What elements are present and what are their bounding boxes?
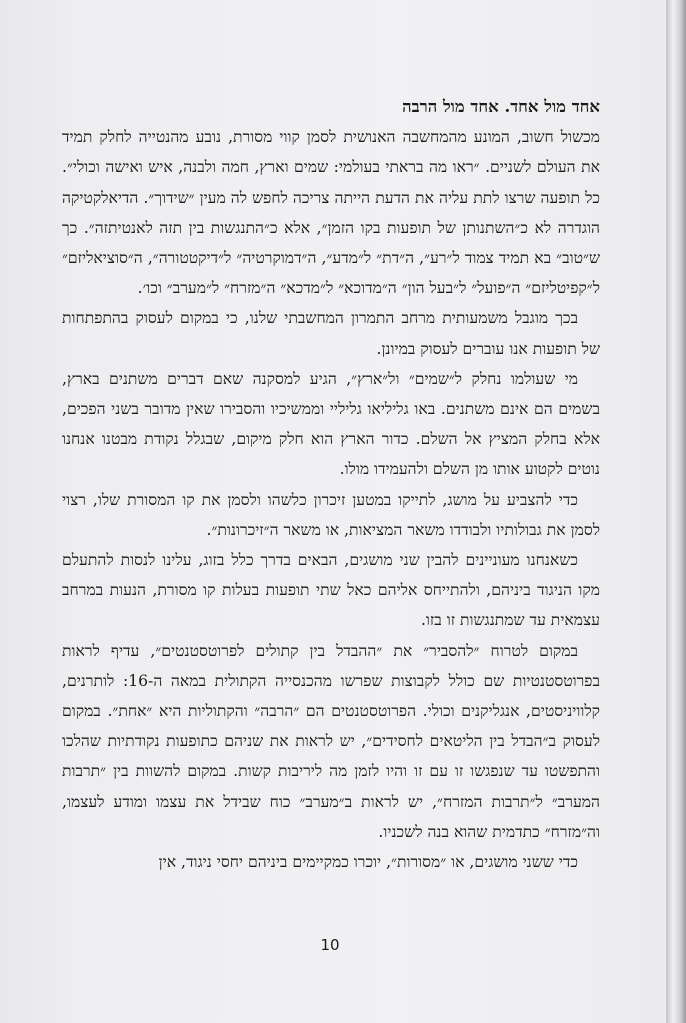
section-heading: אחד מול אחד. אחד מול הרבה [402,97,600,116]
paragraph: בכך מוגבל משמעותית מרחב התמרון המחשבתי שלנו, כי במקום לעסוק בהתפתחות של תופעות אנו עוברים לעסוק במיונן. [62,309,600,358]
paragraph: במקום לטרוח ״להסביר״ את ״ההבדל בין קתולים לפרוטסטנטים״, עדיף לראות בפרוטסטנטיות שם כולל לקבוצות שפרשו מהכנסייה הקתולית במאה ה-16: לותרנים, קלוויניסטים, אנגליקנים וכולי. הפרוטסטנטים הם ״הרבה״ והקתוליות היא ״אחת״. במקום לעסוק ב״הבדל בין הליטאים לחסידים״, יש לראות את שניהם כתופעות נקודתיות שהלכו והתפשטו עד שנפגשו זו עם זו והיו לזמן מה ליריבות קשות. במקום להשוות בין ״תרבות המערב״ ל״תרבות המזרח״, יש לראות ב״מערב״ כוח שבידל את עצמו ומודע לעצמו, וה״מזרח״ כתדמית שהוא בנה לשכניו. [62,641,600,841]
body-text [62,92,600,877]
paragraph: כשאנחנו מעוניינים להבין שני מושגים, הבאים בדרך כלל בזוג, עלינו לנסות להתעלם מקו הניגוד ביניהם, ולהתייחס אליהם כאל שתי תופעות בעלות קו מסורת, הנעות במרחב עצמאית עד שמתנגשות זו בזו. [62,551,600,630]
paragraph: מכשול חשוב, המונע מהמחשבה האנושית לסמן קווי מסורת, נובע מהנטייה לחלק תמיד את העולם לשניים. ״ראו מה בראתי בעולמי: שמים וארץ, חמה ולבנה, איש ואישה וכולי״. כל תופעה שרצו לתת עליה את הדעת הייתה צריכה לחפש לה מעין ״שידוך״. הדיאלקטיקה הוגדרה לא כ״השתנותן של תופעות בקו הזמן״, אלא כ״התנגשות בין תזה לאנטיתזה״. כך ש״טוב״ בא תמיד צמוד ל״רע״, ה״דת״ ל״מדע״, ה״דמוקרטיה״ ל״דיקטטורה״, ה״סוציאליזם״ ל״קפיטליזם״ ה״פועל״ ל״בעל הון״ ה״מדוכא״ ל״מדכא״ ה״מזרח״ ל״מערב״ וכו׳. [62,128,600,298]
paragraph: כדי ששני מושגים, או ״מסורות״, יוכרו כמקיימים ביניהם יחסי ניגוד, אין [158,853,578,872]
paragraph: מי שעולמו נחלק ל״שמים״ ול״ארץ״, הגיע למסקנה שאם דברים משתנים בארץ, בשמים הם אינם משתנים. באו גליליאו גליליי וממשיכיו והסבירו שאין מדובר בשני הפכים, אלא בחלק המציץ אל השלם. כדור הארץ הוא חלק מיקום, שבגלל נקודת מבטנו אנחנו נוטים לקטוע אותו מן השלם ולהעמידו מולו. [62,369,600,479]
page-number: 10 [320,936,340,954]
paragraph: כדי להצביע על מושג, לתייקו במטען זיכרון כלשהו ולסמן את קו המסורת שלו, רצוי לסמן את גבולותיו ולבודדו משאר המציאות, או משאר ה״זיכרונות״. [62,490,600,539]
page-edge [666,0,686,1023]
